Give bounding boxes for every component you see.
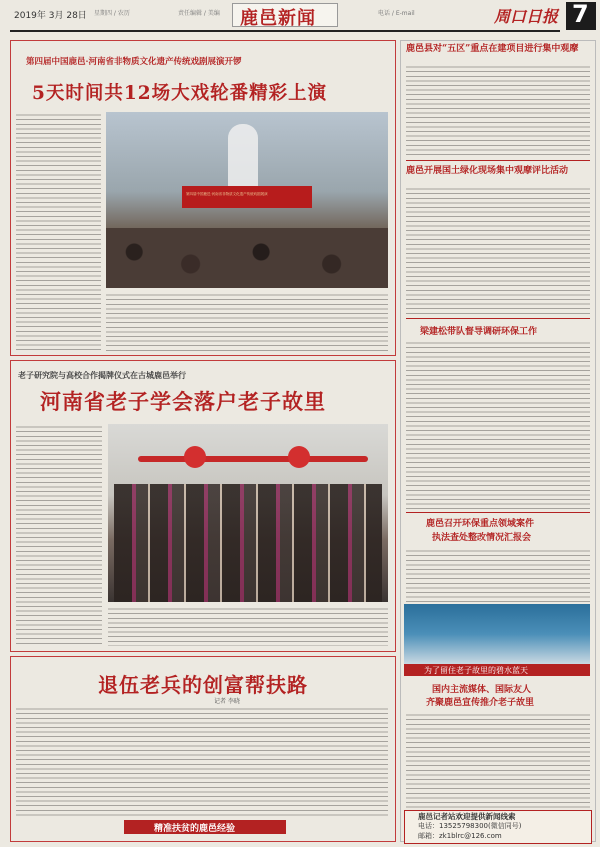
issue-email: 电话 / E-mail <box>378 10 415 17</box>
story3-headline: 退伍老兵的创富帮扶路 <box>98 673 308 697</box>
right4-headline-line2: 执法查处整改情况汇报会 <box>432 533 532 543</box>
right6-headline-line1: 国内主流媒体、国际友人 <box>432 685 532 695</box>
hotline-email: 邮箱：zk1blrc@126.com <box>418 832 502 840</box>
right5-caption: 为了留住老子故里的碧水蓝天 <box>424 666 528 675</box>
story1-body-bottom <box>106 292 388 352</box>
right4-body <box>406 548 590 602</box>
story2-body-left <box>16 424 102 646</box>
masthead <box>0 0 600 34</box>
stage-backdrop <box>182 186 312 208</box>
officials-group <box>114 484 382 602</box>
story2-body-bottom <box>108 606 388 646</box>
story3-body <box>16 706 388 816</box>
hotline-title: 鹿邑记者站欢迎提供新闻线索 <box>418 812 516 821</box>
crowd <box>106 228 388 288</box>
ribbon-flower-2 <box>288 446 310 468</box>
right6-headline-line2: 齐聚鹿邑宣传推介老子故里 <box>426 698 535 708</box>
right2-headline: 鹿邑开展国土绿化现场集中观摩评比活动 <box>406 166 569 176</box>
story1-headline: 5天时间共12场大戏轮番精彩上演 <box>32 83 328 104</box>
right6-body <box>406 712 590 810</box>
story1-body-left <box>16 112 101 352</box>
right1-rule <box>406 160 590 161</box>
section-title: 鹿邑新闻 <box>240 8 316 29</box>
red-ribbon <box>138 456 368 462</box>
right5-photo <box>404 604 590 664</box>
story2-kicker: 老子研究院与高校合作揭牌仪式在古城鹿邑举行 <box>18 370 186 380</box>
story1-kicker: 第四届中国鹿邑·河南省非物质文化遗产传统戏剧展演开锣 <box>26 57 242 67</box>
right1-body <box>406 64 590 158</box>
story2-headline: 河南省老子学会落户老子故里 <box>40 389 326 414</box>
issue-date: 2019年 3月 28日 <box>14 11 87 21</box>
issue-weekday: 星期四 / 农历 <box>94 10 130 17</box>
hotline-phone: 电话：13525798300(微信同号) <box>418 822 522 830</box>
right2-body <box>406 186 590 316</box>
story3-footer-text: 精准扶贫的鹿邑经验 <box>154 824 236 834</box>
masthead-rule <box>10 30 560 32</box>
ribbon-flower-1 <box>184 446 206 468</box>
right3-rule <box>406 512 590 513</box>
issue-editor: 责任编辑 / 美编 <box>178 10 220 17</box>
right4-headline-line1: 鹿邑召开环保重点领域案件 <box>426 519 535 529</box>
stage-banner-text: 第四届中国鹿邑·河南省非物质文化遗产传统戏剧展演 <box>186 192 268 196</box>
story2-photo <box>108 424 388 602</box>
paper-name: 周口日报 <box>494 7 559 26</box>
page-number: 7 <box>572 0 589 28</box>
right1-headline: 鹿邑县对“五区”重点在建项目进行集中观摩 <box>406 44 579 54</box>
right2-rule <box>406 318 590 319</box>
story3-byline: 记者 李晓 <box>214 698 240 705</box>
right3-body <box>406 340 590 510</box>
story1-photo <box>106 112 388 288</box>
right3-headline: 梁建松带队督导调研环保工作 <box>420 327 538 337</box>
